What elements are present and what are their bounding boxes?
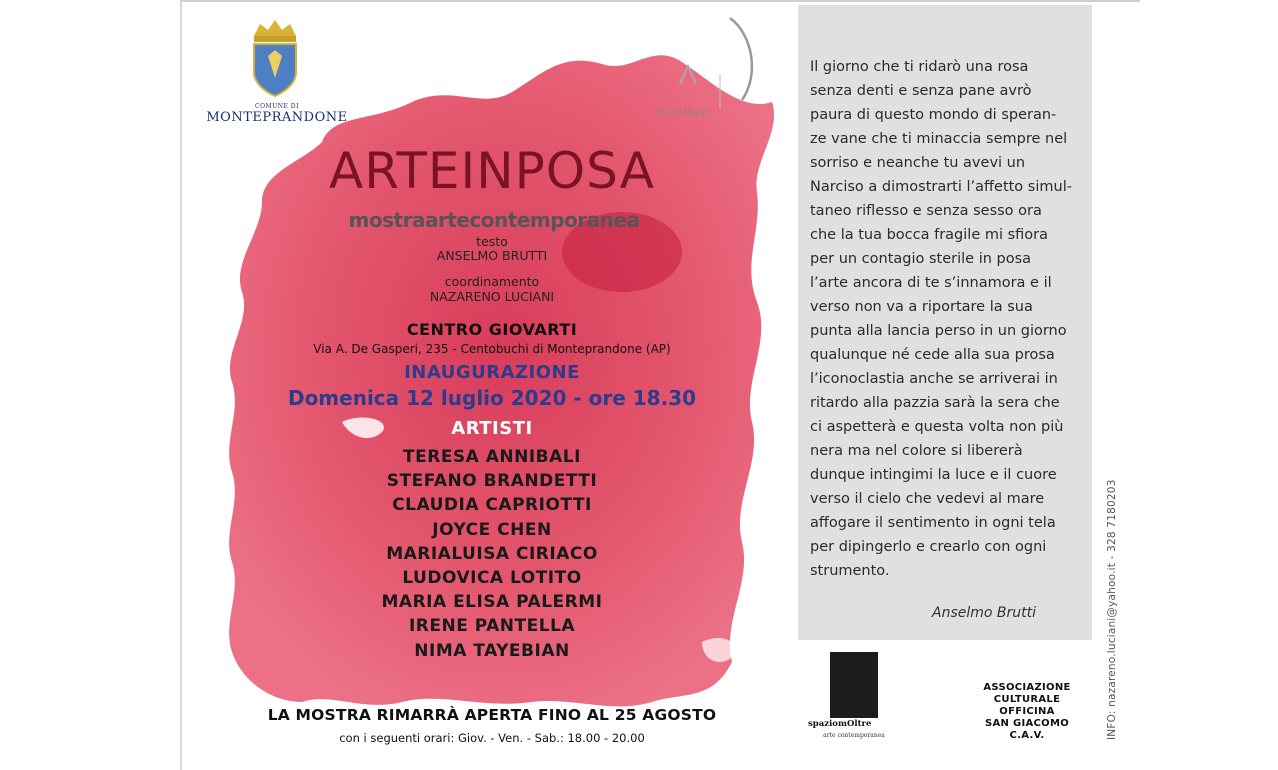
association-line: OFFICINA — [999, 706, 1055, 717]
artist-name: MARIALUISA CIRIACO — [386, 543, 598, 564]
poem-line: affogare il sentimento in ogni tela — [810, 515, 1056, 531]
testo-name: ANSELMO BRUTTI — [436, 248, 548, 263]
closing-date-note: LA MOSTRA RIMARRÀ APERTA FINO AL 25 AGOSTO — [267, 706, 717, 724]
poem-line: Narciso a dimostrarti l’affetto simul- — [810, 179, 1072, 195]
poem-line: strumento. — [810, 563, 890, 579]
artist-name: STEFANO BRANDETTI — [386, 471, 598, 492]
spaziomoltre-logo — [808, 652, 900, 744]
poem-line: taneo riflesso e senza sesso ora — [810, 203, 1042, 219]
poem-line: dunque intingimi la luce e il cuore — [810, 467, 1057, 483]
artist-name: IRENE PANTELLA — [408, 616, 576, 637]
spaziomoltre-subtitle: arte contemporanea — [823, 732, 885, 739]
poem-line: verso il cielo che vedevi al mare — [810, 491, 1045, 507]
association-line: ASSOCIAZIONE — [983, 682, 1071, 693]
artists-list — [282, 445, 702, 663]
poem-panel — [798, 5, 1092, 640]
poem-line: verso non va a riportare la sua — [810, 299, 1033, 315]
association-block — [968, 682, 1086, 742]
poem-line: ci aspetterà e questa volta non più — [810, 419, 1064, 435]
spaziomoltre-name: spaziomOltre — [808, 719, 872, 729]
poem-line: Il giorno che ti ridarò una rosa — [810, 59, 1029, 75]
spaziomoltre-photo-icon — [830, 652, 878, 718]
testo-label: testo — [476, 234, 508, 249]
poem-line: l’iconoclastia anche se arriverai in — [810, 371, 1058, 387]
venue-name: CENTRO GIOVARTI — [406, 320, 578, 339]
poem-line: per un contagio sterile in posa — [810, 251, 1032, 267]
poem-line: senza denti e senza pane avrò — [810, 83, 1032, 99]
poem-line: nera ma nel colore si libererà — [810, 443, 1023, 459]
comune-name: MONTEPRANDONE — [206, 110, 348, 125]
artist-name: LUDOVICA LOTITO — [402, 567, 582, 588]
artist-name: JOYCE CHEN — [432, 519, 552, 540]
artist-name: TERESA ANNIBALI — [403, 447, 581, 467]
coordinamento-label: coordinamento — [444, 274, 540, 289]
association-line: CULTURALE — [993, 694, 1061, 705]
coordinamento-name: NAZARENO LUCIANI — [429, 289, 555, 304]
poem-line: che la tua bocca fragile mi sfiora — [810, 227, 1049, 243]
poem-line: punta alla lancia perso in un giorno — [810, 323, 1067, 339]
artist-name: NIMA TAYEBIAN — [414, 640, 570, 661]
poster — [182, 2, 792, 770]
inauguration-date: Domenica 12 luglio 2020 - ore 18.30 — [287, 386, 697, 410]
contact-info: INFO: nazareno.luciani@yahoo.it - 328 7180203 — [1106, 479, 1118, 740]
frame-top-right-line — [1110, 0, 1140, 2]
comune-crest-icon — [246, 16, 304, 100]
association-line: SAN GIACOMO — [984, 718, 1070, 729]
exhibition-title: ARTEINPOSA — [329, 142, 655, 200]
artists-heading: ARTISTI — [451, 418, 533, 439]
poem-line: paura di questo mondo di speran- — [810, 107, 1057, 123]
poem-author: Anselmo Brutti — [932, 605, 1037, 621]
giovarti-logo-text: GioVArti — [658, 106, 711, 119]
association-line: C.A.V. — [1009, 730, 1045, 741]
comune-prefix: COMUNE DI — [255, 103, 299, 110]
poem-text — [810, 55, 1080, 583]
artist-name: MARIA ELISA PALERMI — [381, 592, 603, 613]
inauguration-label: INAUGURAZIONE — [404, 362, 580, 383]
poem-line: ze vane che ti minaccia sempre nel — [810, 131, 1068, 147]
opening-hours: con i seguenti orari: Giov. - Ven. - Sab.: 18.00 - 20.00 — [339, 731, 645, 745]
venue-address: Via A. De Gasperi, 235 - Centobuchi di Monteprandone (AP) — [313, 342, 671, 356]
poem-line: per dipingerlo e crearlo con ogni — [810, 539, 1047, 555]
artist-name: CLAUDIA CAPRIOTTI — [392, 495, 592, 516]
exhibition-subtitle: mostraartecontemporanea — [348, 208, 640, 232]
poem-line: sorriso e neanche tu avevi un — [810, 155, 1026, 171]
poem-line: l’arte ancora di te s’innamora e il — [810, 275, 1052, 291]
poem-line: qualunque né cede alla sua prosa — [810, 347, 1055, 363]
poem-line: ritardo alla pazzia sarà la sera che — [810, 395, 1060, 411]
